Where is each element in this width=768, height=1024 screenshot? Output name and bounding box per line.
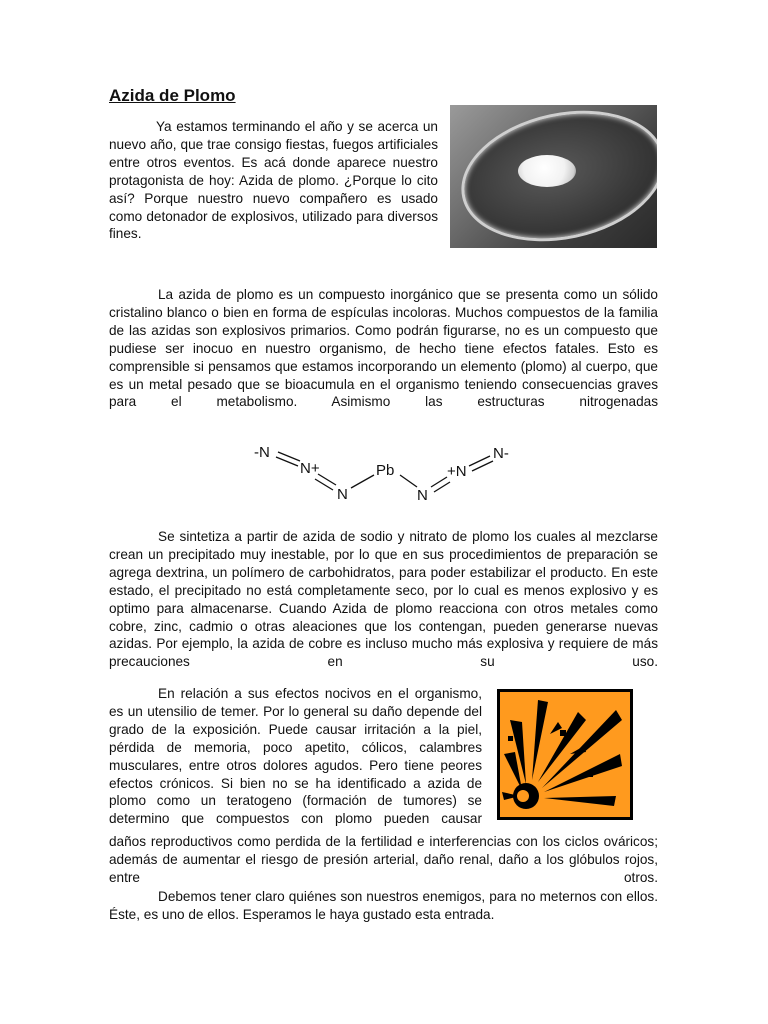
bond-double-2b bbox=[315, 479, 333, 490]
bond-double-2a bbox=[318, 474, 336, 485]
atom-n-right-central: +N bbox=[447, 463, 467, 480]
explosion-symbol bbox=[500, 692, 630, 817]
atom-n-right-bound: N bbox=[417, 487, 428, 504]
lead-azide-photo bbox=[450, 105, 657, 248]
lead-azide-structure-diagram bbox=[250, 436, 526, 506]
atom-n-left-central: N+ bbox=[300, 460, 320, 477]
description-paragraph: La azida de plomo es un compuesto inorgánico que se presenta como un sólido cristalino blanco o bien en forma de espículas incoloras. Muchos compuestos de la familia de las azidas son explosivos primarios. Como podrán figurarse, no es un compuesto que pudiese ser inocuo en nuestro organismo, de hecho tiene efectos fatales. Esto es comprensible si pensamos que estamos incorporando un elemento (plomo) al cuerpo, que es un metal pesado que se bioacumula en el organismo teniendo consecuencias graves para el metabolismo. Asimismo las estructuras nitrogenadas bbox=[109, 287, 658, 410]
white-powder bbox=[518, 155, 576, 187]
bond-single-left bbox=[351, 475, 374, 488]
closing-paragraph: Debemos tener claro quiénes son nuestros enemigos, para no meternos con ellos. Éste, es uno de ellos. Esperamos le haya gustado esta entrada. bbox=[109, 889, 658, 922]
bond-single-right bbox=[400, 475, 417, 487]
explosive-hazard-icon bbox=[497, 689, 633, 820]
atom-n-left-terminal: -N bbox=[254, 444, 270, 461]
effects-paragraph: En relación a sus efectos nocivos en el organismo, es un utensilio de temer. Por lo general su daño depende del grado de la exposición. Puede causar irritación a la piel, pérdida de memoria, poco apetito, cólicos, calambres musculares, entre otros dolores agudos. Pero tiene peores efectos crónicos. Si bien no se ha identificado a azida de plomo como un teratogeno (formación de tumores) se determino que compuestos con plomo pueden causar bbox=[109, 686, 482, 827]
intro-paragraph: Ya estamos terminando el año y se acerca un nuevo año, que trae consigo fiestas, fuegos artificiales entre otros eventos. Es acá donde aparece nuestro protagonista de hoy: Azida de plomo. ¿Porque lo cito así? Porque nuestro nuevo compañero es usado como detonador de explosivos, utilizado para diversos fines. bbox=[109, 119, 438, 242]
page-title: Azida de Plomo bbox=[109, 86, 236, 105]
atom-n-left-bound: N bbox=[337, 486, 348, 503]
synthesis-paragraph: Se sintetiza a partir de azida de sodio y nitrato de plomo los cuales al mezclarse crean un precipitado muy inestable, por lo que en sus procedimientos de preparación se agrega dextrina, un polímero de carbohidratos, para poder estabilizar el producto. En este estado, el precipitado no está completamente seco, por lo cual es menos explosivo y es optimo para almacenarse. Cuando Azida de plomo reacciona con otros metales como cobre, zinc, cadmio o otras aleaciones que los contengan, pueden generarse nuevas azidas. Por ejemplo, la azida de cobre es incluso mucho más explosiva y requiere de más precauciones en su uso. bbox=[109, 529, 658, 670]
effects-continuation-paragraph: daños reproductivos como perdida de la fertilidad e interferencias con los ciclos ováricos; además de aumentar el riesgo de presión arterial, daño renal, daño a los glóbulos rojos, entre otros. bbox=[109, 834, 658, 885]
atom-pb: Pb bbox=[376, 462, 395, 479]
atom-n-right-terminal: N- bbox=[493, 445, 509, 462]
